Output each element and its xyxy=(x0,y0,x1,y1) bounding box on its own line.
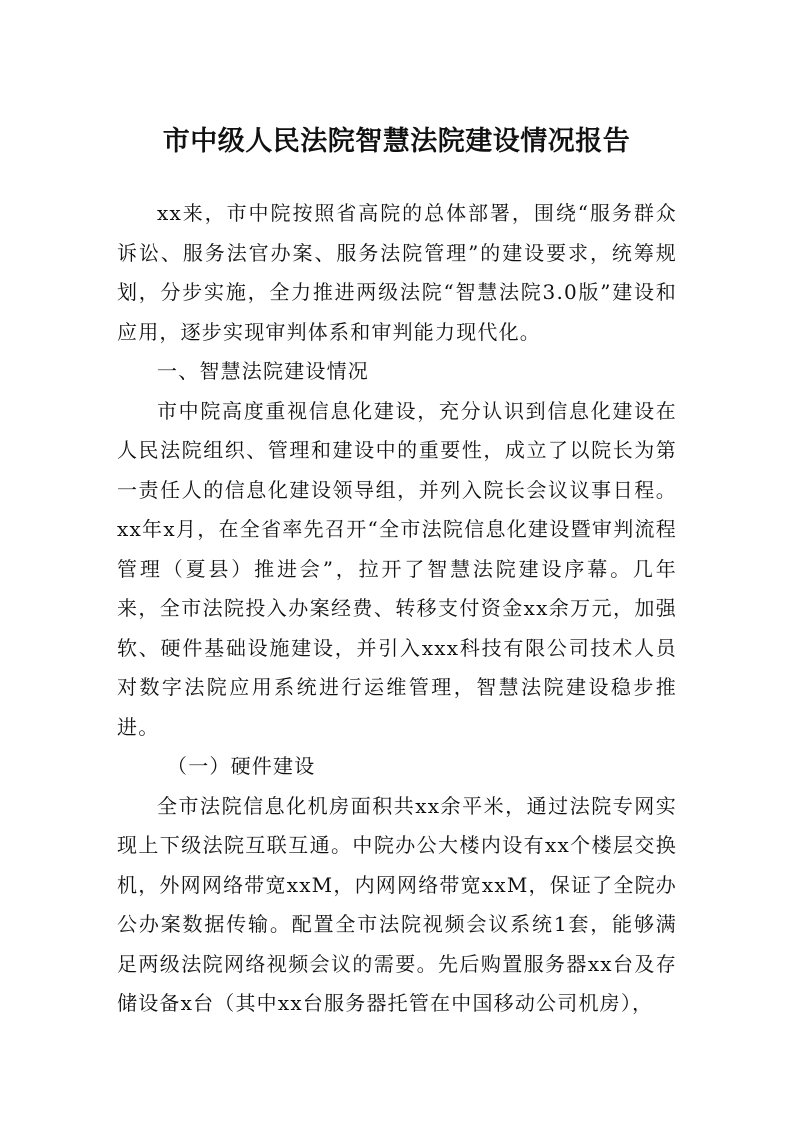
intro-paragraph: xx来，市中院按照省高院的总体部署，围绕“服务群众诉讼、服务法官办案、服务法院管理”的建设要求，统筹规划，分步实施，全力推进两级法院“智慧法院3.0版”建设和应用，逐步实现审判体系和审判能力现代化。 xyxy=(117,201,677,344)
body-paragraph: 全市法院信息化机房面积共xx余平米，通过法院专网实现上下级法院互联互通。中院办公大楼内设有xx个楼层交换机，外网网络带宽xxM，内网网络带宽xxM，保证了全院办公办案数据传输。配置全市法院视频会议系统1套，能够满足两级法院网络视频会议的需要。先后购置服务器xx台及存储设备x台（其中xx台服务器托管在中国移动公司机房）， xyxy=(117,793,677,1015)
body-paragraph: 市中院高度重视信息化建设，充分认识到信息化建设在人民法院组织、管理和建设中的重要性，成立了以院长为第一责任人的信息化建设领导组，并列入院长会议议事日程。xx年x月，在全省率先召开“全市法院信息化建设暨审判流程管理（夏县）推进会”，拉开了智慧法院建设序幕。几年来，全市法院投入办案经费、转移支付资金xx余万元，加强软、硬件基础设施建设，并引入xxx科技有限公司技术人员对数字法院应用系统进行运维管理，智慧法院建设稳步推进。 xyxy=(117,398,677,739)
subsection-heading: （一）硬件建设 xyxy=(167,754,316,778)
document-title: 市中级人民法院智慧法院建设情况报告 xyxy=(162,126,631,157)
document-body xyxy=(117,194,677,1024)
section-heading: 一、智慧法院建设情况 xyxy=(157,359,369,383)
